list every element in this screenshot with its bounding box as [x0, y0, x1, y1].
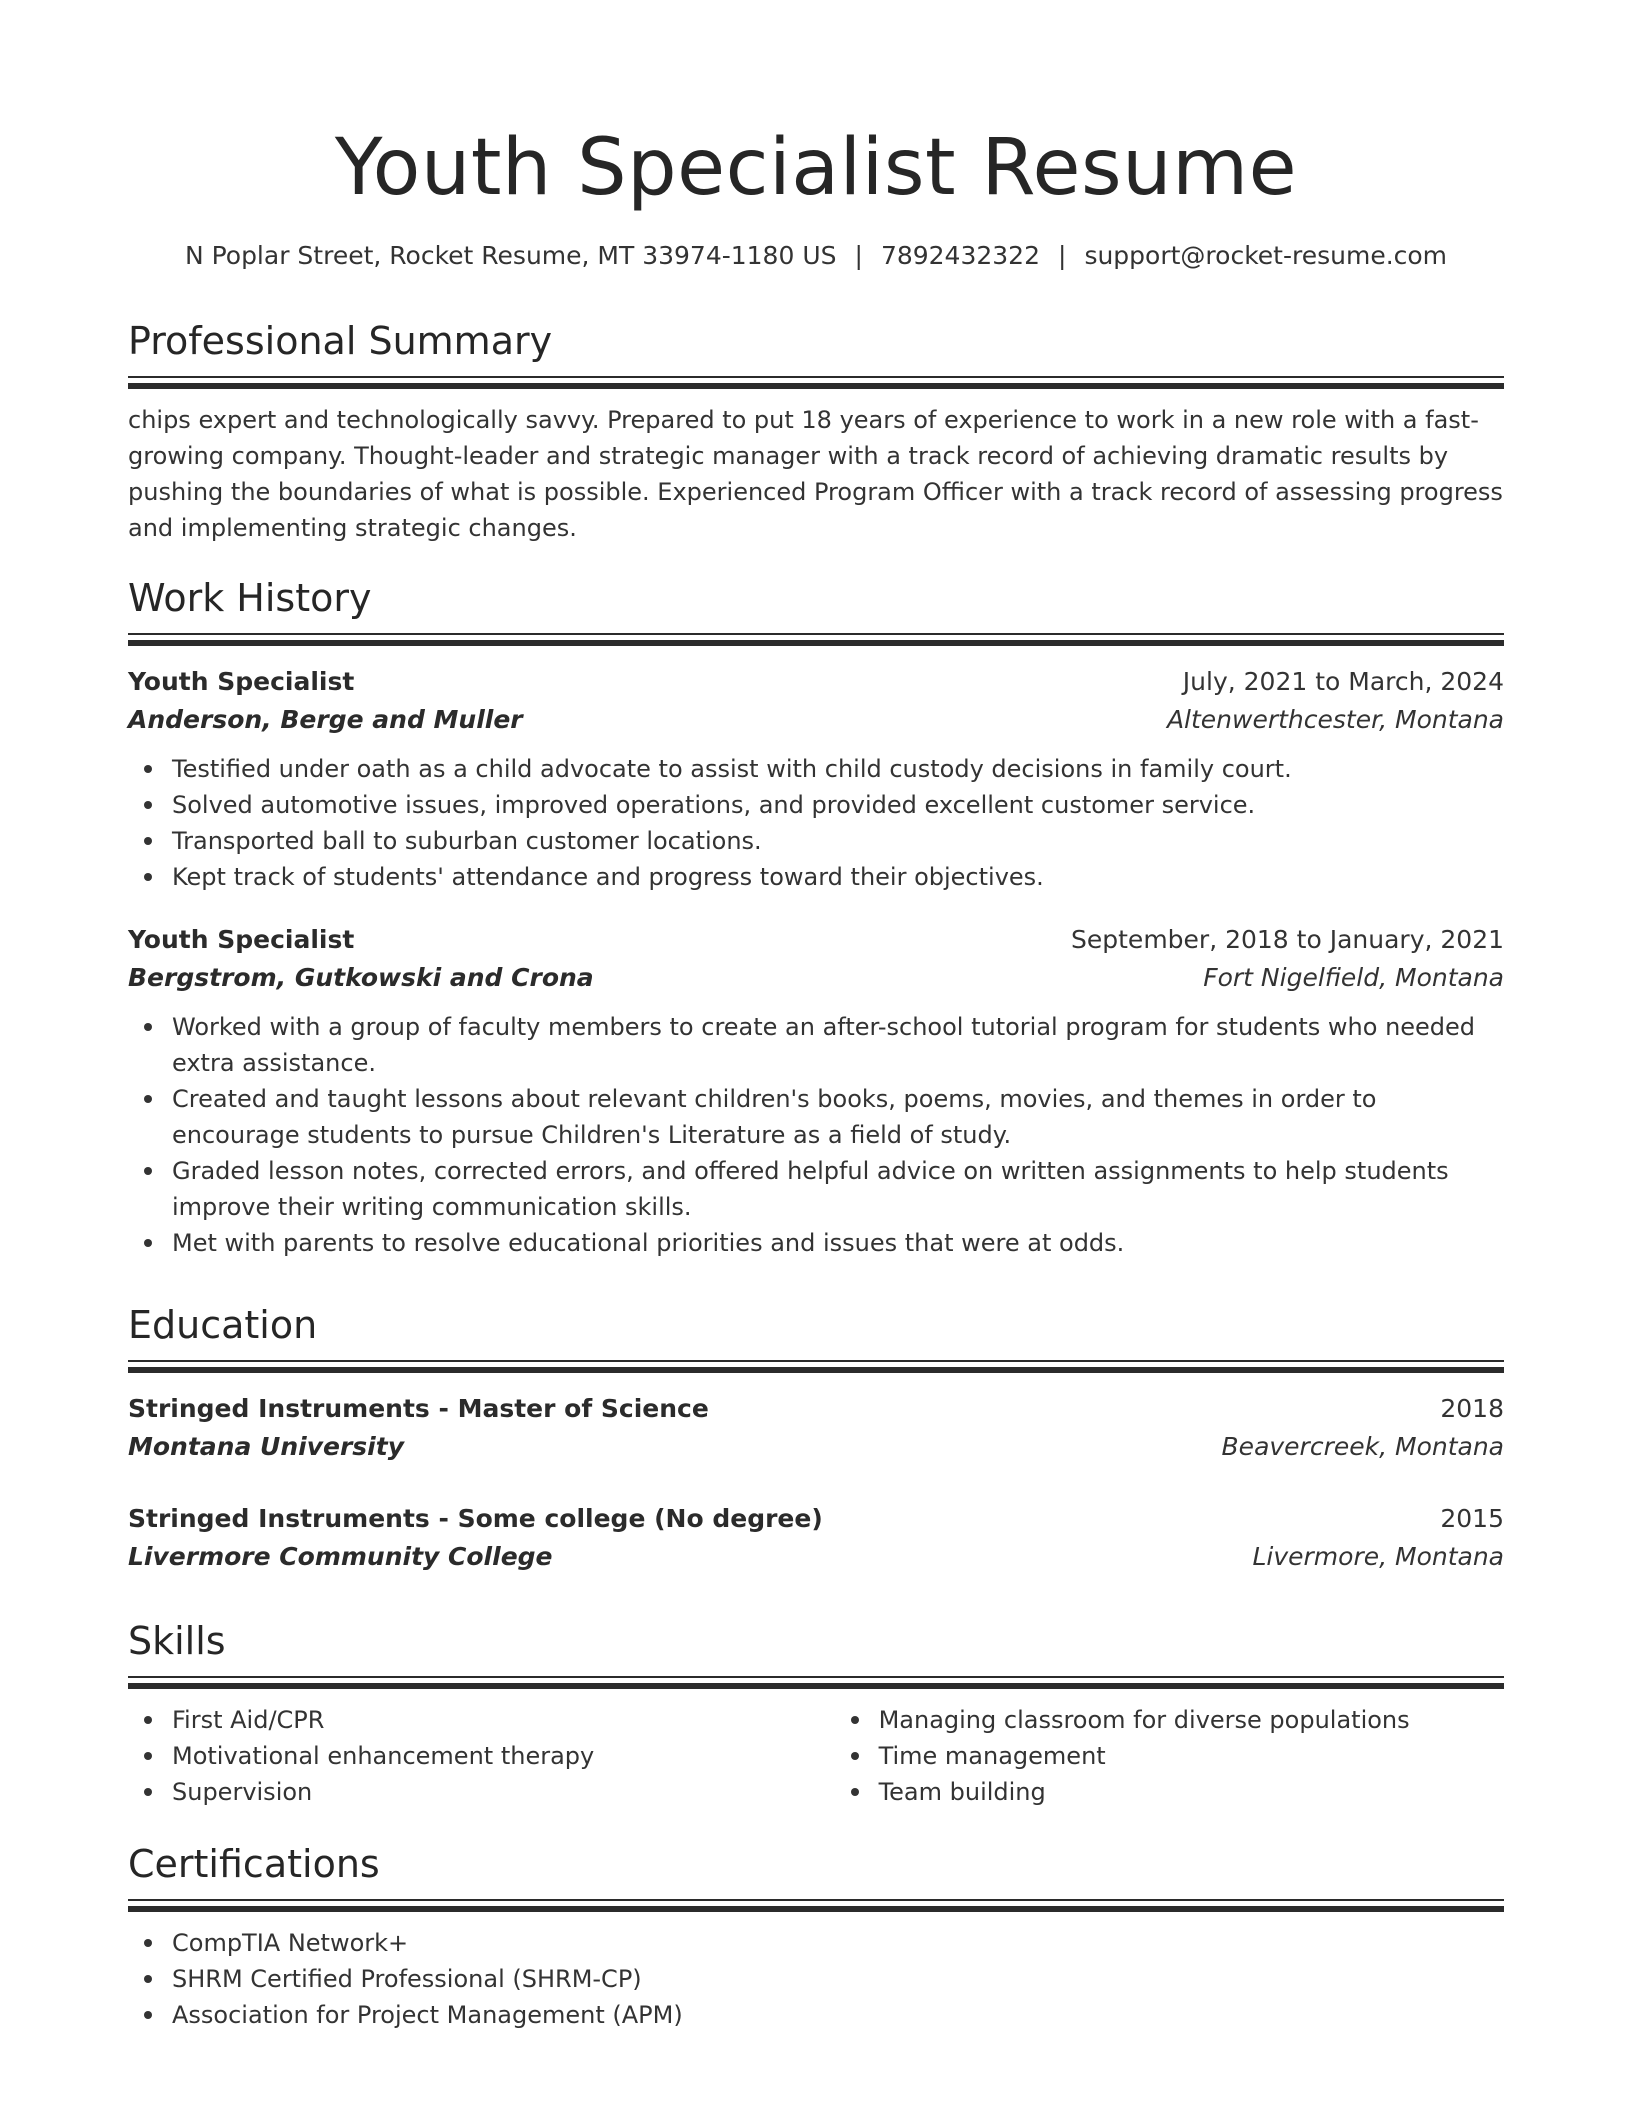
- education-location: Livermore, Montana: [1252, 1542, 1504, 1571]
- list-item: Association for Project Management (APM): [172, 1997, 1504, 2033]
- education-header: [128, 1500, 1504, 1538]
- skills-list-left: [128, 1702, 835, 1810]
- list-item: Managing classroom for diverse populations: [879, 1702, 1504, 1738]
- job-header: [128, 921, 1504, 959]
- job-location: Fort Nigelfield, Montana: [1203, 963, 1504, 992]
- job-subheader: [128, 959, 1504, 997]
- section-summary: [128, 316, 1504, 546]
- summary-text: chips expert and technologically savvy. Prepared to put 18 years of experience to work in a new role with a fast-growing company. Thought-leader and strategic manager with a track record of achieving dramatic results by pushing the boundaries of what is possible. Experienced Program Officer with a track record of assessing progress and implementing strategic changes.: [128, 406, 1503, 542]
- section-heading: Education: [128, 1303, 318, 1347]
- job-title: Youth Specialist: [128, 667, 355, 696]
- page-title: Youth Specialist Resume: [334, 123, 1298, 213]
- education-subheader: [128, 1538, 1504, 1576]
- job-company: Anderson, Berge and Muller: [128, 705, 523, 734]
- education-school: Livermore Community College: [128, 1542, 553, 1571]
- contact-address: N Poplar Street, Rocket Resume, MT 33974-1180 US: [184, 241, 837, 270]
- list-item: Time management: [879, 1738, 1504, 1774]
- job-entry: [128, 663, 1504, 895]
- section-heading: Skills: [128, 1619, 226, 1663]
- contact-separator: |: [854, 241, 863, 270]
- section-divider: [128, 376, 1504, 390]
- job-header: [128, 663, 1504, 701]
- contact-separator: |: [1058, 241, 1067, 270]
- list-item: Testified under oath as a child advocate to assist with child custody decisions in family court.: [172, 751, 1504, 787]
- list-item: First Aid/CPR: [172, 1702, 835, 1738]
- section-heading: Certifications: [128, 1842, 380, 1886]
- section-divider: [128, 1360, 1504, 1374]
- contact-line: [128, 238, 1504, 274]
- list-item: Created and taught lessons about relevant children's books, poems, movies, and themes in order to encourage students to pursue Children's Literature as a field of study.: [172, 1081, 1504, 1153]
- list-item: Worked with a group of faculty members to create an after-school tutorial program for students who needed extra assistance.: [172, 1009, 1504, 1081]
- education-school: Montana University: [128, 1432, 404, 1461]
- list-item: Graded lesson notes, corrected errors, and offered helpful advice on written assignments to help students improve their writing communication skills.: [172, 1153, 1504, 1225]
- section-certifications: [128, 1839, 1504, 2033]
- contact-email: support@rocket-resume.com: [1084, 241, 1448, 270]
- job-entry: [128, 921, 1504, 1261]
- list-item: Kept track of students' attendance and progress toward their objectives.: [172, 859, 1504, 895]
- certifications-list: [128, 1925, 1504, 2033]
- education-year: 2015: [1440, 1504, 1504, 1533]
- education-entry: [128, 1500, 1504, 1576]
- education-degree: Stringed Instruments - Master of Science: [128, 1394, 709, 1423]
- job-dates: July, 2021 to March, 2024: [1182, 667, 1504, 696]
- education-year: 2018: [1440, 1394, 1504, 1423]
- section-work-history: [128, 573, 1504, 1261]
- job-company: Bergstrom, Gutkowski and Crona: [128, 963, 594, 992]
- education-subheader: [128, 1428, 1504, 1466]
- list-item: Supervision: [172, 1774, 835, 1810]
- job-location: Altenwerthcester, Montana: [1166, 705, 1504, 734]
- job-subheader: [128, 701, 1504, 739]
- job-bullets: [128, 751, 1504, 895]
- section-heading: Work History: [128, 576, 372, 620]
- education-location: Beavercreek, Montana: [1221, 1432, 1504, 1461]
- section-divider: [128, 633, 1504, 647]
- section-heading: Professional Summary: [128, 319, 553, 363]
- section-skills: [128, 1616, 1504, 1810]
- skills-list-right: [835, 1702, 1504, 1810]
- list-item: Team building: [879, 1774, 1504, 1810]
- education-entry: [128, 1390, 1504, 1466]
- skills-columns: [128, 1702, 1504, 1810]
- education-degree: Stringed Instruments - Some college (No degree): [128, 1504, 823, 1533]
- contact-phone: 7892432322: [880, 241, 1040, 270]
- list-item: Met with parents to resolve educational priorities and issues that were at odds.: [172, 1225, 1504, 1261]
- list-item: Transported ball to suburban customer locations.: [172, 823, 1504, 859]
- education-header: [128, 1390, 1504, 1428]
- list-item: Motivational enhancement therapy: [172, 1738, 835, 1774]
- job-dates: September, 2018 to January, 2021: [1071, 925, 1504, 954]
- list-item: SHRM Certified Professional (SHRM-CP): [172, 1961, 1504, 1997]
- section-education: [128, 1300, 1504, 1576]
- job-bullets: [128, 1009, 1504, 1261]
- job-title: Youth Specialist: [128, 925, 355, 954]
- list-item: Solved automotive issues, improved operations, and provided excellent customer service.: [172, 787, 1504, 823]
- section-divider: [128, 1676, 1504, 1690]
- section-divider: [128, 1899, 1504, 1913]
- list-item: CompTIA Network+: [172, 1925, 1504, 1961]
